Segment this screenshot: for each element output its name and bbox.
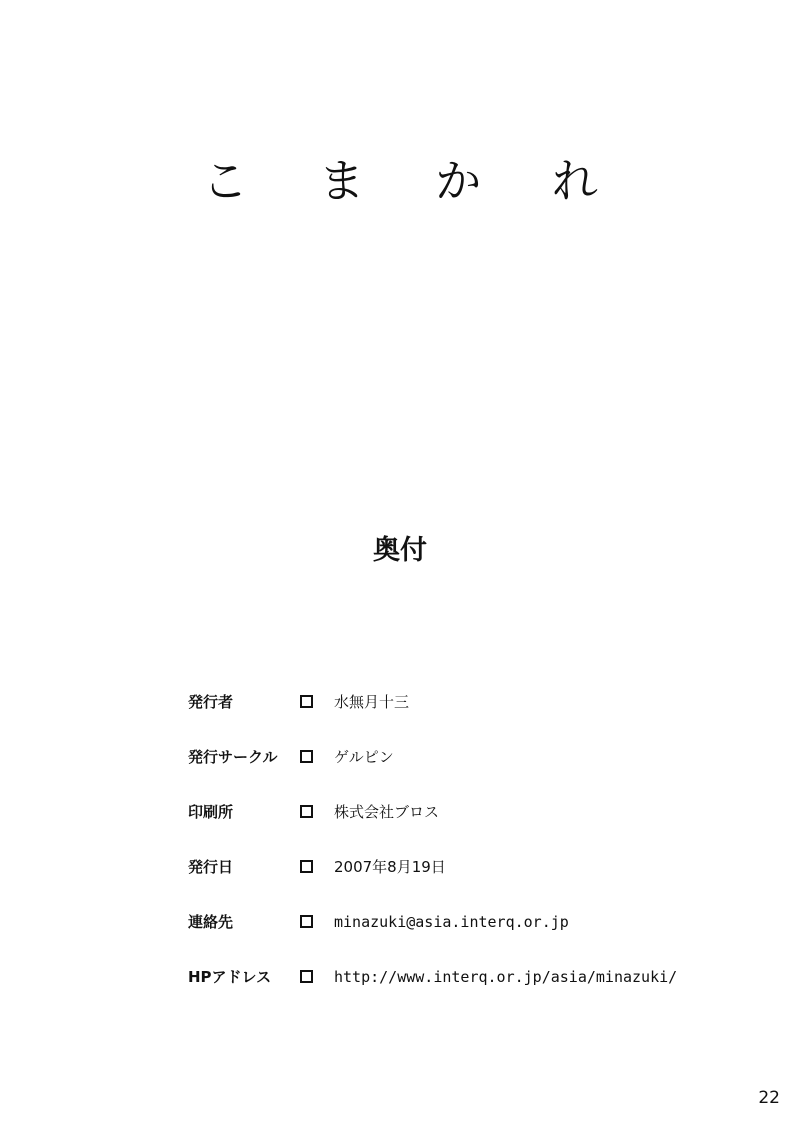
square-bullet-icon bbox=[300, 970, 313, 983]
colophon-value: 水無月十三 bbox=[334, 693, 410, 711]
square-bullet-icon bbox=[300, 915, 313, 928]
colophon-row-circle bbox=[188, 729, 748, 784]
square-bullet-icon bbox=[300, 805, 313, 818]
homepage-url[interactable]: http://www.interq.or.jp/asia/minazuki/ bbox=[334, 967, 678, 986]
colophon-label: 印刷所 bbox=[188, 803, 234, 821]
square-bullet-icon bbox=[300, 860, 313, 873]
colophon-heading: 奥付 bbox=[373, 535, 427, 566]
square-bullet-icon bbox=[300, 695, 313, 708]
colophon-label: HPアドレス bbox=[188, 968, 272, 986]
colophon-label: 連絡先 bbox=[188, 913, 234, 931]
colophon-row-printer bbox=[188, 784, 748, 839]
square-bullet-icon bbox=[300, 750, 313, 763]
colophon-list bbox=[188, 674, 748, 1004]
page-number: 22 bbox=[758, 1088, 780, 1108]
contact-email[interactable]: minazuki@asia.interq.or.jp bbox=[334, 912, 569, 931]
colophon-label: 発行日 bbox=[188, 858, 234, 876]
colophon-row-publisher bbox=[188, 674, 748, 729]
colophon-value: ゲルピン bbox=[334, 748, 394, 766]
colophon-row-homepage bbox=[188, 949, 748, 1004]
colophon-value: 株式会社ブロス bbox=[334, 803, 440, 821]
colophon-value: 2007年8月19日 bbox=[334, 858, 446, 876]
colophon-row-contact bbox=[188, 894, 748, 949]
colophon-row-date bbox=[188, 839, 748, 894]
book-title: こ ま か れ bbox=[202, 154, 626, 208]
colophon-label: 発行者 bbox=[188, 693, 234, 711]
colophon-label: 発行サークル bbox=[188, 748, 278, 766]
